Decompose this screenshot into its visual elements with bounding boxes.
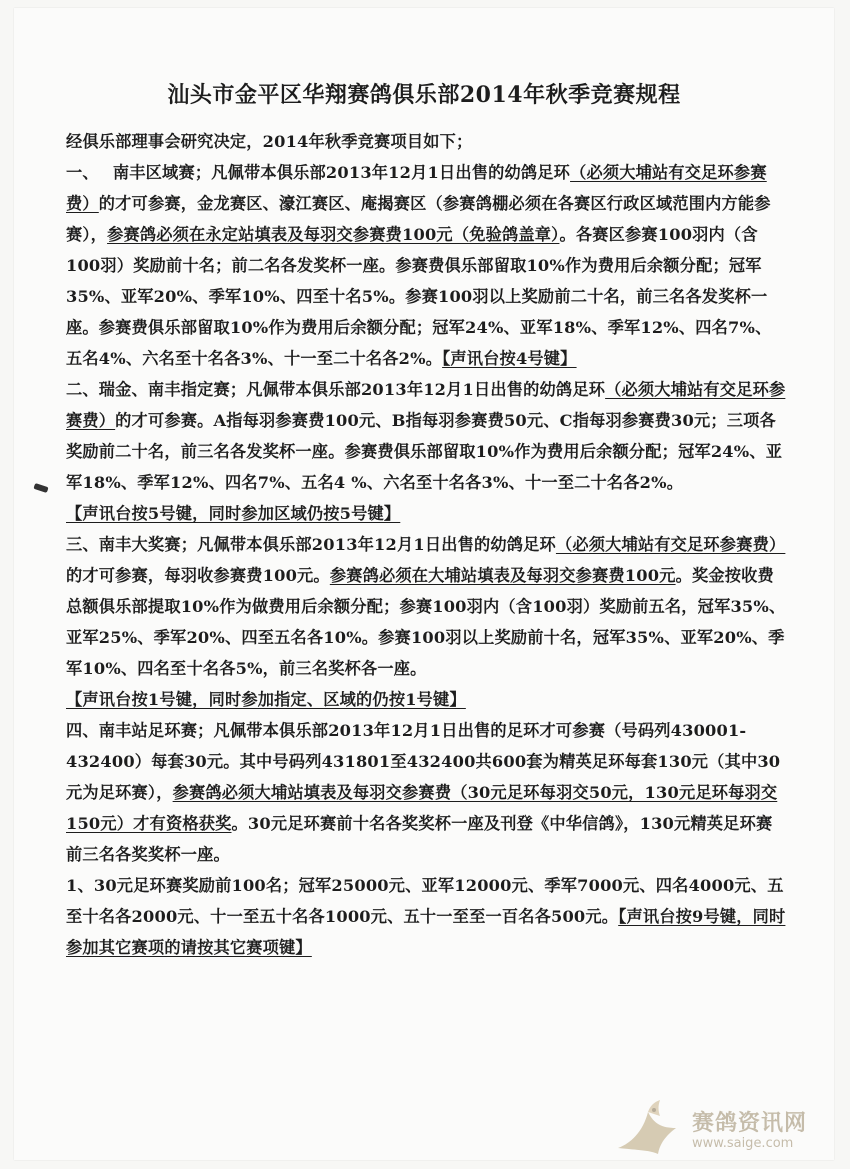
intro-text: 经俱乐部理事会研究决定，2014年秋季竞赛项目如下；	[66, 132, 473, 151]
section-3-hotline-key: 【声讯台按1号键，同时参加指定、区域的仍按1号键】	[66, 690, 466, 709]
section-1-hotline-key: 【声讯台按4号键】	[442, 349, 577, 368]
section-2-designated-race	[66, 374, 786, 498]
section-3-underline-2: 参赛鸽必须在大埔站填表及每羽交参赛费100元	[329, 566, 676, 585]
section-4-underline: 参赛鸽必须大埔站填表及每羽交参赛费（30元足环每羽交50元，130元足环每羽交150元）才有资格获奖	[66, 783, 778, 833]
scan-ink-mark	[33, 483, 48, 493]
section-2-text: 二、瑞金、南丰指定赛；凡佩带本俱乐部2013年12月1日出售的幼鸽足环	[66, 380, 606, 399]
section-3-text-3: 。奖金按收费总额俱乐部提取10%作为做费用后余额分配；参赛100羽内（含100羽）奖励前五名，冠军35%、亚军25%、季军20%、四至五名各10%。参赛100羽以上奖励前十名，冠军35%、亚军20%、季军10%、四名至十名各5%，前三名奖杯各一座。	[66, 566, 786, 678]
section-1-underline-2: 参赛鸽必须在永定站填表及每羽交参赛费100元（免验鸽盖章）	[107, 225, 560, 244]
section-4-ring-race	[66, 715, 786, 870]
section-4-prize-text: 1、30元足环赛奖励前100名；冠军25000元、亚军12000元、季军7000元、四名4000元、五至十名各2000元、十一至五十名各1000元、五十一至至一百名各500元。	[66, 876, 784, 926]
section-2-key-line	[66, 498, 786, 529]
section-4-text: 四、南丰站足环赛；凡佩带本俱乐部2013年12月1日出售的足环才可参赛（号码列430001-432400）每套30元。其中号码列431801至432400共600套为精英足环每套130元（其中30元为足环赛），	[66, 721, 781, 802]
watermark-name: 赛鸽资讯网	[692, 1111, 808, 1136]
document-body	[66, 126, 786, 963]
section-3-underline: （必须大埔站有交足环参赛费）	[555, 535, 786, 554]
section-1-underline: （必须大埔站有交足环参赛费）	[66, 163, 767, 213]
section-1-text: 一、 南丰区域赛；凡佩带本俱乐部2013年12月1日出售的幼鸽足环	[66, 163, 571, 182]
section-4-hotline-key: 【声讯台按9号键，同时参加其它赛项的请按其它赛项键】	[66, 907, 786, 957]
section-2-hotline-key: 【声讯台按5号键，同时参加区域仍按5号键】	[66, 504, 401, 523]
section-3-grand-prize-race	[66, 529, 786, 684]
pigeon-icon	[614, 1098, 690, 1162]
section-4-prizes	[66, 870, 786, 963]
section-1-regional-race	[66, 157, 786, 374]
section-1-text-2: 的才可参赛，金龙赛区、濠江赛区、庵揭赛区（参赛鸽棚必须在各赛区行政区域范围内方能参赛），	[66, 194, 771, 244]
watermark-url: www.saige.com	[692, 1136, 794, 1151]
section-4-text-2: 。30元足环赛前十名各奖奖杯一座及刊登《中华信鸽》，130元精英足环赛前三名各奖奖杯一座。	[66, 814, 773, 864]
section-2-underline: （必须大埔站有交足环参赛费）	[66, 380, 786, 430]
intro-paragraph	[66, 126, 786, 157]
section-2-text-2: 的才可参赛。A指每羽参赛费100元、B指每羽参赛费50元、C指每羽参赛费30元；三项各奖励前二十名，前三名各发奖杯一座。参赛费俱乐部留取10%作为费用后余额分配；冠军24%、亚军18%、季军12%、四名7%、五名4 %、六名至十名各3%、十一至二十名各2%。	[66, 411, 783, 492]
section-1-text-3: 。各赛区参赛100羽内（含100羽）奖励前十名；前二名各发奖杯一座。参赛费俱乐部留取10%作为费用后余额分配；冠军35%、亚军20%、季军10%、四至十名5%。参赛100羽以上奖励前二十名，前三名各发奖杯一座。参赛费俱乐部留取10%作为费用后余额分配；冠军24%、亚军18%、季军12%、四名7%、五名4%、六名至十名各3%、十一至二十名各2%。	[66, 225, 772, 368]
section-3-text-2: 的才可参赛，每羽收参赛费100元。	[66, 566, 330, 585]
document-title: 汕头市金平区华翔赛鸽俱乐部2014年秋季竞赛规程	[167, 82, 681, 108]
watermark-logo	[614, 1098, 834, 1162]
section-3-text: 三、南丰大奖赛；凡佩带本俱乐部2013年12月1日出售的幼鸽足环	[66, 535, 556, 554]
document-page	[14, 8, 834, 1160]
section-3-key-line	[66, 684, 786, 715]
